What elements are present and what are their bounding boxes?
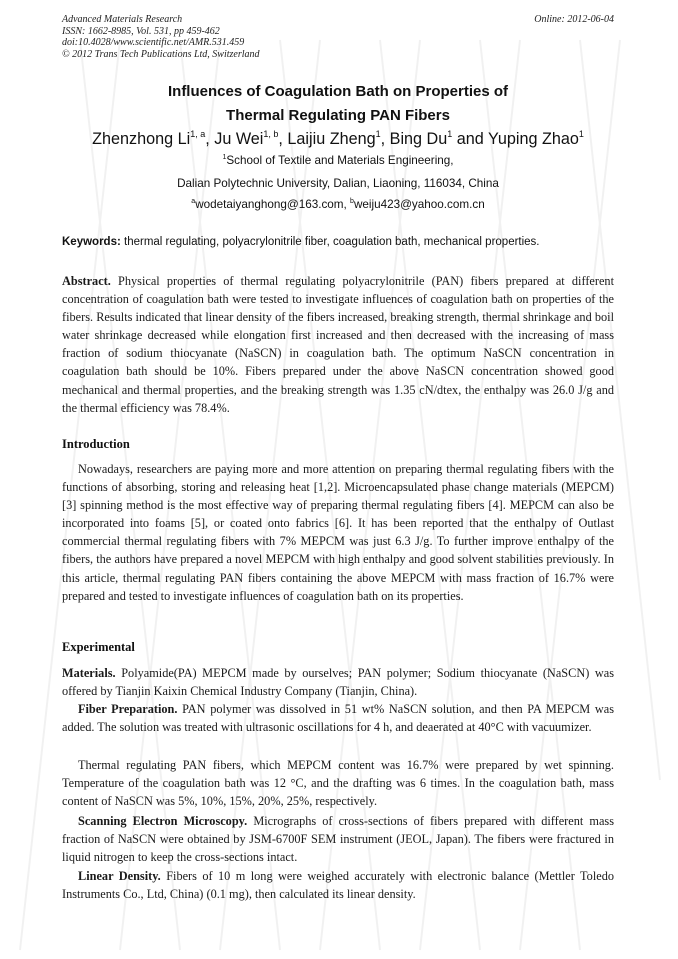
journal-copyright: © 2012 Trans Tech Publications Ltd, Switzerland [62,48,260,60]
author-affiliation-mark: 1 [447,129,453,139]
journal-doi: doi:10.4028/www.scientific.net/AMR.531.459 [62,37,245,48]
title-line-2: Thermal Regulating PAN Fibers [226,107,450,124]
author-list [62,128,614,150]
journal-name: Advanced Materials Research [62,14,183,25]
author: Bing Du [389,130,448,148]
journal-header [62,14,614,60]
materials-paragraph [62,664,614,700]
author-emails [62,197,614,213]
linear-density-paragraph [62,867,614,903]
introduction-paragraph: Nowadays, researchers are paying more and more attention on preparing thermal regulating fibers with the functions of absorbing, storing and releasing heat [1,2]. Microencapsulated phase change materials (MEPCM) [3] spinning method is the most effective way of preparing thermal regulating fibers [4]. MEPCM can also be incorporated into foams [5], or coated onto fabrics [6]. It has been reported that the enthalpy of Outlast commercial thermal regulating fibers with 7% MEPCM was just 6.3 J/g. To further improve enthalpy of the fibers, the authors have prepared a novel MEPCM with high enthalpy and good solvent stabilities previously. In this article, thermal regulating PAN fibers containing the above MEPCM with mass fraction of 16.7% were prepared and tested to investigate influences of coagulation bath on its properties. [62,462,614,603]
materials-label: Materials. [62,666,116,680]
author-affiliation-mark: 1 [578,129,584,139]
author: Zhenzhong Li [92,130,191,148]
author-separator: , [380,130,390,148]
affiliation-school [62,153,614,169]
journal-issn: ISSN: 1662-8985, Vol. 531, pp 459-462 [62,25,220,37]
author-separator: and [452,130,488,148]
author-affiliation-mark: 1, a [190,129,206,139]
abstract [62,272,614,417]
email-mark: a [191,198,196,205]
author: Ju Wei [214,130,264,148]
affiliation-mark: 1 [222,154,227,161]
affiliation-university: Dalian Polytechnic University, Dalian, Liaoning, 116034, China [177,177,499,190]
fiber-preparation-label: Fiber Preparation. [78,702,178,716]
fiber-preparation-paragraph [62,700,614,736]
email-mark: b [350,198,354,205]
author: Yuping Zhao [487,130,579,148]
keywords [62,235,614,249]
email-b[interactable]: weiju423@yahoo.com.cn [353,198,485,211]
linear-density-text: Fibers of 10 m long were weighed accurately with electronic balance (Mettler Toledo Instruments Co., Ltd, China) (0.1 mg), then calculated its linear density. [62,869,614,902]
section-heading-experimental: Experimental [62,640,135,654]
author-separator: , [278,130,288,148]
title-line-1: Influences of Coagulation Bath on Properties of [167,83,509,100]
spinning-paragraph: Thermal regulating PAN fibers, which MEPCM content was 16.7% were prepared by wet spinning. Temperature of the coagulation bath was 12 °C, and the drafting was 6 times. In the coagulation bath, mass content of NaSCN was 5%, 10%, 15%, 20%, 25%, respectively. [62,758,614,809]
materials-text: Polyamide(PA) MEPCM made by ourselves; PAN polymer; Sodium thiocyanate (NaSCN) was offered by Tianjin Kaixin Chemical Industry Company (Tianjin, China). [62,666,614,699]
keywords-label: Keywords: [62,236,121,248]
author-affiliation-mark: 1, b [263,129,279,139]
sem-text: Micrographs of cross-sections of fibers prepared with different mass fraction of NaSCN were obtained by JSM-6700F SEM instrument (JEOL, Japan). The fibers were fractured in liquid nitrogen to keep the cross-sections intact. [62,814,614,865]
section-heading-introduction: Introduction [62,437,130,451]
fiber-preparation-text: PAN polymer was dissolved in 51 wt% NaSCN solution, and then PA MEPCM was added. The solution was treated with ultrasonic oscillations for 4 h, and deaerated at 40°C with vacuumizer. [62,702,614,735]
abstract-label: Abstract. [62,274,111,288]
sem-label: Scanning Electron Microscopy. [78,814,248,828]
sem-paragraph [62,812,614,866]
author-separator: , [205,130,215,148]
linear-density-label: Linear Density. [78,869,161,883]
paper-title [62,80,614,128]
author-affiliation-mark: 1 [375,129,381,139]
email-a[interactable]: wodetaiyanghong@163.com, [195,198,351,211]
abstract-text: Physical properties of thermal regulating polyacrylonitrile (PAN) fibers prepared at different concentration of coagulation bath were tested to investigate influences of coagulation bath on properties of the fibers. Results indicated that linear density of the fibers increased, breaking strength, thermal shrinkage and boil water shrinkage decreased while elongation first increased and then decreased with the increasing of mass fraction of sodium thiocyanate (NaSCN) in coagulation bath. The optimum NaSCN concentration in coagulation bath should be 10%. Fibers prepared under the above NaSCN concentration showed good mechanical and thermal properties, and the breaking strength was 1.35 cN/dtex, the enthalpy was 26.0 J/g and the thermal efficiency was 78.4%. [62,274,614,415]
online-date: Online: 2012-06-04 [534,14,614,25]
author: Laijiu Zheng [287,130,376,148]
keywords-text: thermal regulating, polyacrylonitrile fiber, coagulation bath, mechanical properties. [124,236,540,248]
affiliation-school-text: School of Textile and Materials Engineering, [226,154,454,167]
